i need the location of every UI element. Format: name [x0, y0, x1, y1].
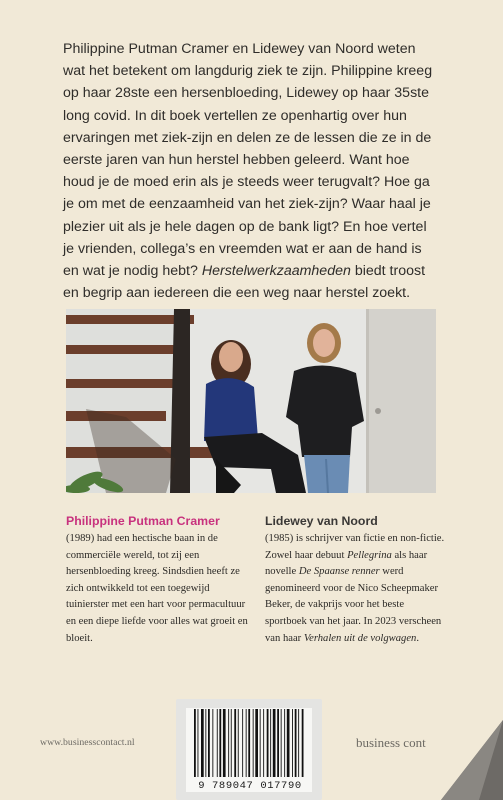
author-2-bio-text: als haar novelle — [265, 549, 428, 578]
barcode-bar — [242, 709, 243, 777]
barcode-bar — [253, 709, 254, 777]
author-1-name: Philippine Putman Cramer — [66, 514, 220, 528]
barcode-bar — [263, 709, 264, 777]
barcode-bar — [201, 709, 204, 777]
barcode-bar — [212, 709, 213, 777]
barcode-bar — [302, 709, 304, 777]
blurb-text-2: biedt troost en begrip aan iedereen die een weg naar herstel zoekt. — [63, 263, 426, 302]
book-title-pellegrina: Pellegrina — [347, 549, 392, 561]
isbn-number: 9 789047 017790 — [198, 780, 302, 792]
barcode-bar — [198, 709, 199, 777]
author-2-name: Lidewey van Noord — [265, 514, 378, 528]
barcode-bar — [260, 709, 261, 777]
barcode-bar — [217, 709, 218, 777]
author-2-bio-text: (1985) is schrijver van fictie en non-fictie. Zowel haar debuut — [265, 533, 445, 561]
barcode-bar — [270, 709, 271, 777]
author-2-bio — [265, 531, 445, 647]
author-2-bio-text: . — [416, 632, 419, 644]
author-photo — [66, 309, 436, 493]
barcode-bar — [246, 709, 247, 777]
barcode-bar — [228, 709, 229, 777]
author-2 — [265, 512, 445, 647]
author-2-bio-text: werd genomineerd voor de Nico Scheepmaker Beker, de vakprijs voor het beste sportboek van het jaar. In 2023 verscheen van haar — [265, 566, 442, 644]
publisher-website[interactable]: www.businesscontact.nl — [40, 737, 135, 748]
barcode-bar — [298, 709, 299, 777]
barcode-bar — [234, 709, 236, 777]
barcode-bar — [267, 709, 269, 777]
book-title-spaanse-renner: De Spaanse renner — [298, 566, 380, 578]
barcode-bars — [192, 709, 306, 781]
author-1-bio: (1989) had een hectische baan in de commerciële wereld, tot zij een hersenbloeding kreeg. Sindsdien heeft ze zich ontwikkeld tot een toegewijd tuinierster met een hart voor permacultuur en een diepe liefde voor alles wat groeit en bloeit. — [66, 533, 248, 644]
author-1 — [66, 512, 252, 647]
barcode-bar — [194, 709, 196, 777]
barcode-bar — [277, 709, 279, 777]
book-title-volgwagen: Verhalen uit de volgwagen — [303, 632, 417, 644]
barcode-bar — [292, 709, 293, 777]
barcode-bar — [255, 709, 258, 777]
barcode-bar — [231, 709, 232, 777]
barcode-bar — [273, 709, 276, 777]
publisher-logo: business cont — [356, 735, 426, 750]
barcode-bar — [223, 709, 226, 777]
barcode-bar — [248, 709, 250, 777]
barcode-bar — [219, 709, 221, 777]
cover-corner-shadow — [441, 720, 503, 800]
blurb-book-title: Herstelwerkzaamheden — [201, 263, 351, 280]
isbn-barcode — [176, 699, 322, 800]
barcode-bar — [287, 709, 290, 777]
barcode-bar — [238, 709, 239, 777]
barcode-bar — [295, 709, 297, 777]
back-cover-blurb — [63, 38, 441, 304]
barcode-bar — [205, 709, 206, 777]
barcode-bar — [284, 709, 285, 777]
barcode-bar — [281, 709, 282, 777]
barcode-bar — [208, 709, 210, 777]
blurb-text-1: Philippine Putman Cramer en Lidewey van Noord weten wat het betekent om langdurig ziek te zijn. Philippine kreeg op haar 28ste een hersenbloeding, Lidewey op haar 35ste long covid. In dit boek vertellen ze openhartig over hun ervaringen met ziek-zijn en delen ze de lessen die ze in de eerste jaren van hun herstel hebben geleerd. Want hoe houd je de moed erin als je steeds weer terugvalt? Hoe ga je om met de eenzaamheid van het ziek-zijn? Waar haal je plezier uit als je hele dagen op de bank ligt? En hoe vertel je vrienden, collega’s en vreemden wat er aan de hand is en wat je nodig hebt? — [63, 41, 433, 280]
